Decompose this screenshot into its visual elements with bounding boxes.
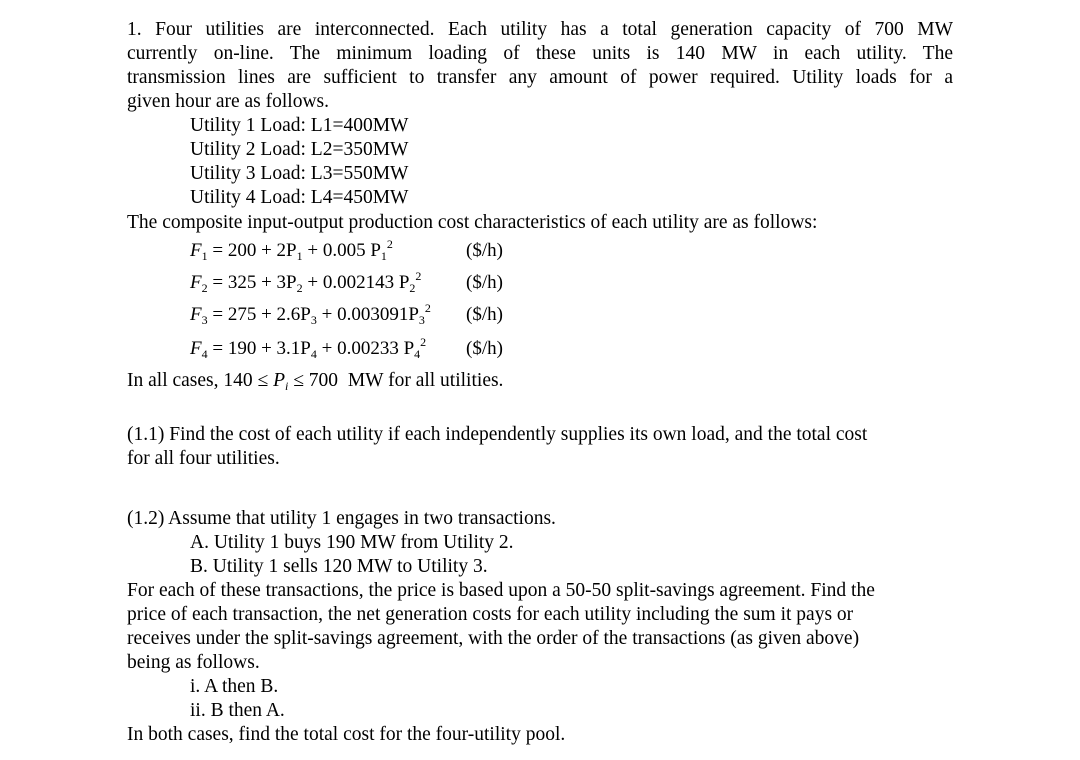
load-utility-3: Utility 3 Load: L3=550MW (190, 163, 409, 184)
intro-line-2: currently on-line. The minimum loading of these units is 140 MW in each utility. The (127, 43, 953, 64)
part1-line-1: (1.1) Find the cost of each utility if each independently supplies its own load, and the total cost (127, 424, 868, 445)
order-ii: ii. B then A. (190, 700, 285, 721)
equation-f2: $F_2 = 325 + 3P_2 + 0.002143$ $P_2^2$ (190, 269, 422, 295)
equation-f1-unit: ($/h) (466, 240, 503, 261)
part2-line-3: receives under the split-savings agreement, with the order of the transactions (as given above) (127, 628, 860, 649)
equation-f3: $F_3 = 275 + 2.6P_3 + 0.003091P_3^2$ (190, 301, 431, 327)
load-utility-1: Utility 1 Load: L1=400MW (190, 115, 409, 136)
transaction-a: A. Utility 1 buys 190 MW from Utility 2. (190, 532, 514, 553)
equation-f4-unit: ($/h) (466, 338, 503, 359)
transaction-b: B. Utility 1 sells 120 MW to Utility 3. (190, 556, 488, 577)
constraint-line: In all cases, $140 \le P_i \le 700$ MW for all utilities. (127, 370, 504, 393)
load-utility-2: Utility 2 Load: L2=350MW (190, 139, 409, 160)
equation-f3-unit: ($/h) (466, 304, 503, 325)
intro-line-1: 1. Four utilities are interconnected. Each utility has a total generation capacity of 700 MW (127, 19, 953, 40)
part2-intro: (1.2) Assume that utility 1 engages in two transactions. (127, 508, 556, 529)
load-utility-4: Utility 4 Load: L4=450MW (190, 187, 409, 208)
cost-intro: The composite input-output production cost characteristics of each utility are as follows: (127, 212, 818, 233)
order-i: i. A then B. (190, 676, 279, 697)
intro-line-3: transmission lines are sufficient to transfer any amount of power required. Utility loads for a (127, 67, 953, 88)
final-instruction: In both cases, find the total cost for the four-utility pool. (127, 724, 566, 745)
equation-f2-unit: ($/h) (466, 272, 503, 293)
intro-line-4: given hour are as follows. (127, 91, 329, 112)
part1-line-2: for all four utilities. (127, 448, 280, 469)
part2-line-2: price of each transaction, the net generation costs for each utility including the sum it pays or (127, 604, 854, 625)
equation-f1: $F_1 = 200 + 2P_1 + 0.005$ $P_1^2$ (190, 237, 393, 263)
part2-line-1: For each of these transactions, the price is based upon a 50-50 split-savings agreement. Find the (127, 580, 875, 601)
equation-f4: $F_4 = 190 + 3.1P_4 + 0.00233$ $P_4^2$ (190, 335, 427, 361)
part2-line-4: being as follows. (127, 652, 260, 673)
